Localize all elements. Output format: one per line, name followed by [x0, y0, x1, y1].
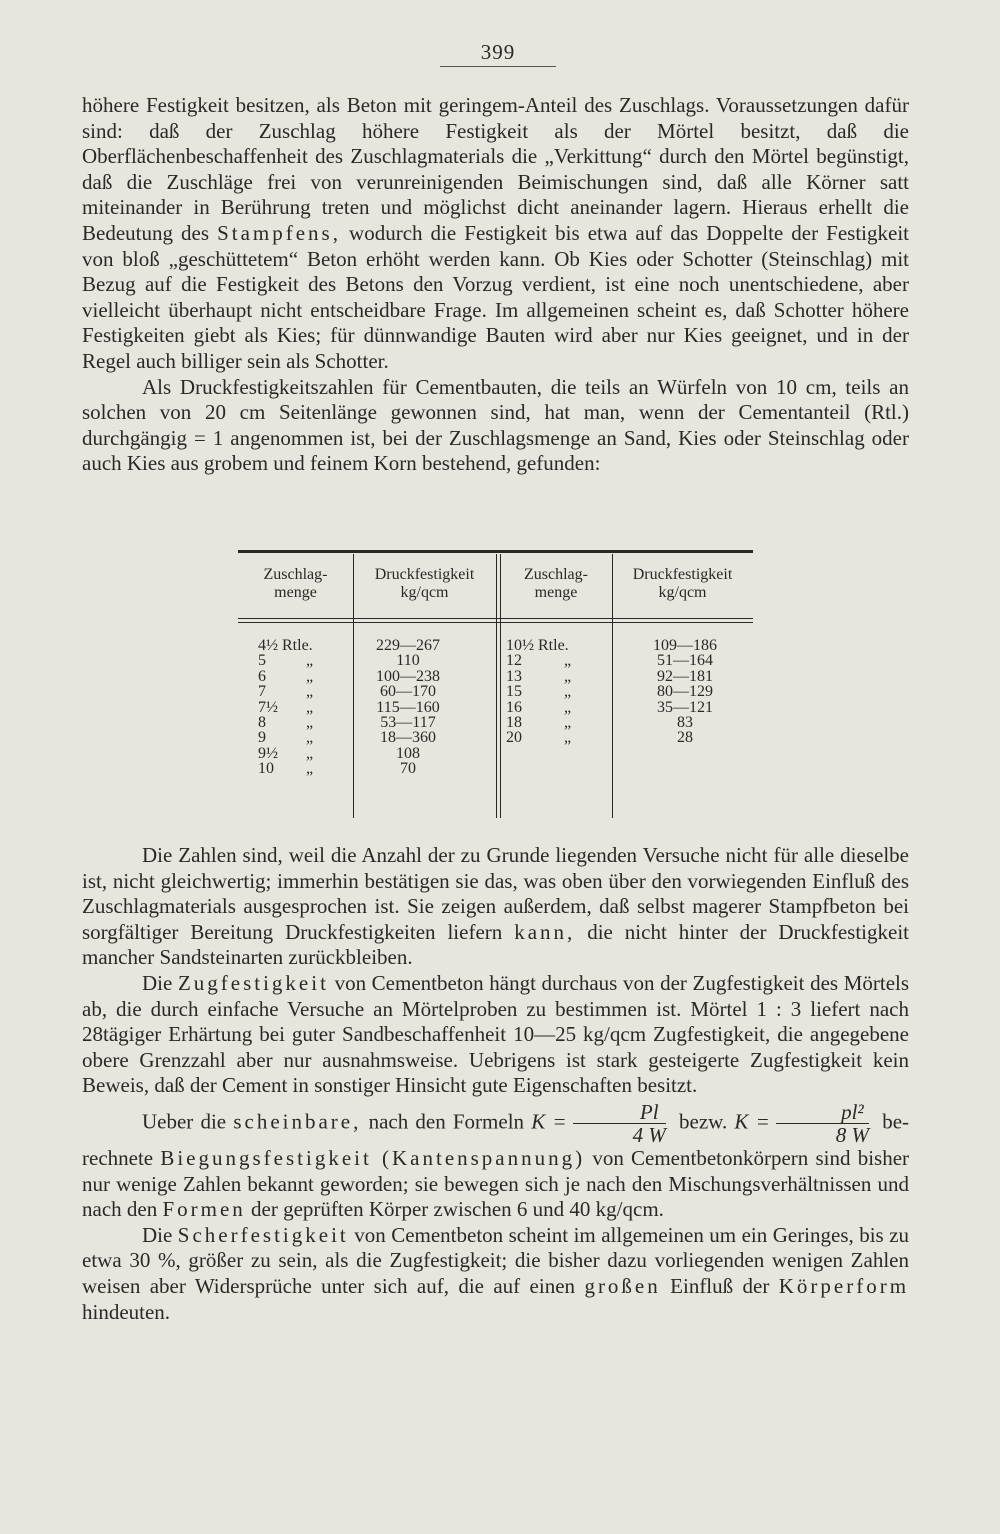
table-header-rule-2	[238, 622, 753, 623]
right-druck-cell: 35—121	[657, 698, 713, 716]
paragraph-2: Als Druckfestigkeitszahlen für Cementbauten, die teils an Würfeln von 10 cm, teils an solchen von 20 cm Seitenlänge gewonnen sind, hat man, wenn der Cementanteil (Rtl.) durchgängig = 1 angenommen ist, bei der Zuschlagsmenge an Sand, Kies oder Steinschlag oder auch Kies aus grobem und feinem Korn bestehend, gefunden:	[82, 374, 909, 476]
right-ditto-mark: „	[564, 714, 572, 731]
left-menge-value: 4½ Rtle.	[258, 637, 313, 654]
right-menge-cell	[506, 700, 606, 715]
left-menge-value: 5	[258, 652, 266, 670]
paragraph-1-text-b: wodurch die Festigkeit bis etwa auf das Doppelte der Festigkeit von bloß „geschüttetem“ Beton erhöht werden kann. Ob Kies oder Schotter (Steinschlag) mit Bezug auf die Festigkeit des Betons den Vorzug verdient, ist eine noch unentschiedene, aber vielleicht überhaupt nicht entscheidbare Frage. Im allgemeinen scheint es, daß Schotter höhere Festigkeiten giebt als Kies; für dünnwandige Bauten wird aber nur Kies geeignet, und in der Regel auch billiger sein als Schotter.	[82, 220, 909, 373]
left-druck-cell: 100—238	[376, 667, 440, 685]
right-menge-cell	[506, 715, 606, 730]
paragraph-3	[82, 843, 909, 971]
right-druck-cell: 80—129	[657, 683, 713, 701]
formula-1-lhs: K =	[531, 1109, 567, 1134]
paragraph-5	[82, 1101, 909, 1223]
right-menge-cell	[506, 638, 606, 653]
right-menge-cell	[506, 684, 606, 699]
left-menge-cell	[258, 746, 328, 761]
left-ditto-mark: „	[306, 729, 314, 747]
left-menge-value: 9	[258, 729, 266, 747]
formula-2-lhs: K =	[734, 1109, 770, 1134]
right-menge-value: 12	[506, 652, 522, 670]
left-menge-cell	[258, 684, 328, 699]
left-menge-cell	[258, 715, 328, 730]
right-menge-value: 15	[506, 683, 522, 701]
paragraph-4-text-a: Die	[142, 970, 173, 995]
header-zuschlagmenge-2: Zuschlag- menge	[524, 566, 588, 601]
left-menge-value: 8	[258, 714, 266, 731]
emphasis-kann: kann,	[514, 919, 576, 944]
emphasis-formen: Formen	[162, 1197, 246, 1222]
right-druck-cell: 28	[677, 729, 693, 747]
right-menge-value: 16	[506, 698, 522, 716]
left-menge-cell	[258, 669, 328, 684]
right-menge-value: 20	[506, 729, 522, 747]
left-menge-value: 9½	[258, 744, 278, 762]
paragraph-6-text-a: Die	[142, 1222, 173, 1247]
right-druck-cell: 51—164	[657, 652, 713, 670]
paragraph-4-text-b: von Cementbeton hängt durchaus von der Zugfestigkeit des Mörtels ab, die durch einfache Versuche an Mörtelproben zu bestimmen ist. Mörtel 1 : 3 liefert nach 28tägiger Erhärtung bei guter Sandbeschaffenheit 10—25 kg/qcm Zugfestigkeit, die angegebene obere Grenzzahl aber nur ausnahmsweise. Uebrigens ist stark gesteigerte Zugfestigkeit kein Beweis, daß der Cement in sonstiger Hinsicht gute Eigenschaften besitzt.	[82, 970, 910, 1098]
left-menge-cell	[258, 653, 328, 668]
left-druck-cell: 108	[396, 744, 420, 762]
paragraph-5-hyphen: be-	[882, 1109, 910, 1134]
formula-2-numerator: pl²	[776, 1101, 869, 1124]
formula-2-fraction	[776, 1101, 869, 1146]
formula-bezw: bezw.	[679, 1109, 728, 1134]
left-ditto-mark: „	[306, 698, 314, 716]
strength-table	[238, 550, 753, 818]
right-menge-value: 10½ Rtle.	[506, 637, 569, 654]
left-menge-value: 6	[258, 667, 266, 685]
left-menge-cell	[258, 638, 328, 653]
paragraph-6-text-b: von Cementbeton scheint im allgemeinen um ein Geringes, bis zu etwa 30 %, größer zu sein, als die Zugfestigkeit; die bisher dazu vorliegenden wenigen Zahlen weisen aber Widersprüche unter sich auf, die auf einen	[82, 1222, 910, 1298]
header-druckfestigkeit-1: Druckfestigkeit kg/qcm	[374, 566, 475, 601]
emphasis-zugfestigkeit: Zugfestigkeit	[177, 970, 329, 995]
paragraph-6-text-c: Einfluß der	[670, 1273, 770, 1298]
paragraph-5-text-a: Ueber die	[142, 1109, 227, 1134]
right-druck-cell: 83	[677, 714, 693, 731]
formula-2-denominator: 8 W	[835, 1122, 870, 1147]
left-menge-cell	[258, 730, 328, 745]
right-ditto-mark: „	[564, 698, 572, 716]
header-zuschlagmenge-1: Zuschlag- menge	[263, 566, 328, 601]
text-block-top	[82, 93, 909, 477]
text-block-bottom	[82, 843, 909, 1325]
right-ditto-mark: „	[564, 667, 572, 685]
paragraph-3-text-b: die nicht hinter der Druckfestigkeit mancher Sandsteinarten zurückbleiben.	[82, 919, 910, 970]
emphasis-stampfens: Stampfens,	[217, 220, 341, 245]
emphasis-koerperform: Körperform	[778, 1273, 910, 1298]
left-menge-value: 7	[258, 683, 266, 701]
left-ditto-mark: „	[306, 683, 314, 701]
right-ditto-mark: „	[564, 729, 572, 747]
left-ditto-mark: „	[306, 760, 314, 778]
emphasis-scheinbare: scheinbare,	[233, 1109, 362, 1134]
paragraph-1	[82, 93, 909, 375]
right-ditto-mark: „	[564, 683, 572, 701]
table-vline-2	[496, 554, 497, 818]
left-druck-cell: 115—160	[376, 698, 440, 716]
paragraph-3-text-a: Die Zahlen sind, weil die Anzahl der zu Grunde liegenden Versuche nicht für alle dieselbe ist, nicht gleichwertig; immerhin bestätigen sie das, was oben über den vorwiegenden Einfluß des Zuschlagmaterials ausgesprochen ist. Sie zeigen außerdem, daß selbst magerer Stampfbeton bei sorgfältiger Bereitung Druckfestigkeiten liefern	[82, 843, 909, 944]
left-druck-cell: 53—117	[380, 714, 436, 731]
page-number-rule	[440, 66, 556, 67]
formula-1-fraction	[573, 1101, 666, 1146]
left-menge-value: 10	[258, 760, 274, 778]
paragraph-5-text-c: rechnete	[82, 1145, 154, 1170]
right-menge-value: 13	[506, 667, 522, 685]
table-top-rule	[238, 550, 753, 553]
right-druck-cell: 92—181	[657, 667, 713, 685]
paragraph-6-text-d: hindeuten.	[82, 1299, 171, 1324]
right-menge-value: 18	[506, 714, 522, 731]
table-header-rule-1	[238, 618, 753, 619]
formula-1-denominator: 4 W	[632, 1122, 666, 1147]
emphasis-grossen: großen	[584, 1273, 661, 1298]
left-druck-cell: 70	[400, 760, 416, 778]
left-druck-cell: 18—360	[380, 729, 436, 747]
right-menge-cell	[506, 653, 606, 668]
left-druck-cell: 229—267	[376, 637, 440, 654]
paragraph-5-text-e: der geprüften Körper zwischen 6 und 40 kg/qcm.	[251, 1197, 664, 1222]
left-druck-cell: 60—170	[380, 683, 436, 701]
formula-1-numerator: Pl	[573, 1101, 666, 1124]
header-druckfestigkeit-2: Druckfestigkeit kg/qcm	[632, 566, 733, 601]
right-ditto-mark: „	[564, 652, 572, 670]
left-ditto-mark: „	[306, 667, 314, 685]
left-menge-value: 7½	[258, 698, 278, 716]
left-menge-cell	[258, 761, 328, 776]
right-menge-cell	[506, 730, 606, 745]
right-menge-cell	[506, 669, 606, 684]
paragraph-5-text-b: nach den Formeln	[368, 1109, 525, 1134]
left-menge-cell	[258, 700, 328, 715]
left-ditto-mark: „	[306, 714, 314, 731]
left-ditto-mark: „	[306, 744, 314, 762]
paragraph-5-text-d: von Cementbetonkörpern sind bisher nur wenige Zahlen bekannt geworden; sie bewegen sich je nach den Mischungsverhältnissen und nach den	[82, 1145, 910, 1222]
left-druck-cell: 110	[396, 652, 420, 670]
paragraph-1-text-a: höhere Festigkeit besitzen, als Beton mit geringem-Anteil des Zuschlags. Voraussetzungen dafür sind: daß der Zuschlag höhere Festigkeit als der Mörtel besitzt, daß die Oberflächenbeschaffenheit des Zuschlagmaterials die „Verkittung“ durch den Mörtel begünstigt, daß die Zuschläge frei von verunreinigenden Beimischungen sind, daß alle Körner satt miteinander in Berührung treten und möglichst dicht aneinander lagern. Hieraus erhellt die Bedeutung des	[82, 93, 909, 245]
right-druck-cell: 109—186	[653, 637, 717, 654]
emphasis-biegungsfestigkeit: Biegungsfestigkeit (Kantenspannung)	[160, 1145, 586, 1170]
emphasis-scherfestigkeit: Scherfestigkeit	[177, 1222, 349, 1247]
page-number: 399	[480, 40, 516, 64]
left-ditto-mark: „	[306, 652, 314, 670]
paragraph-4	[82, 971, 909, 1099]
paragraph-6	[82, 1223, 909, 1325]
